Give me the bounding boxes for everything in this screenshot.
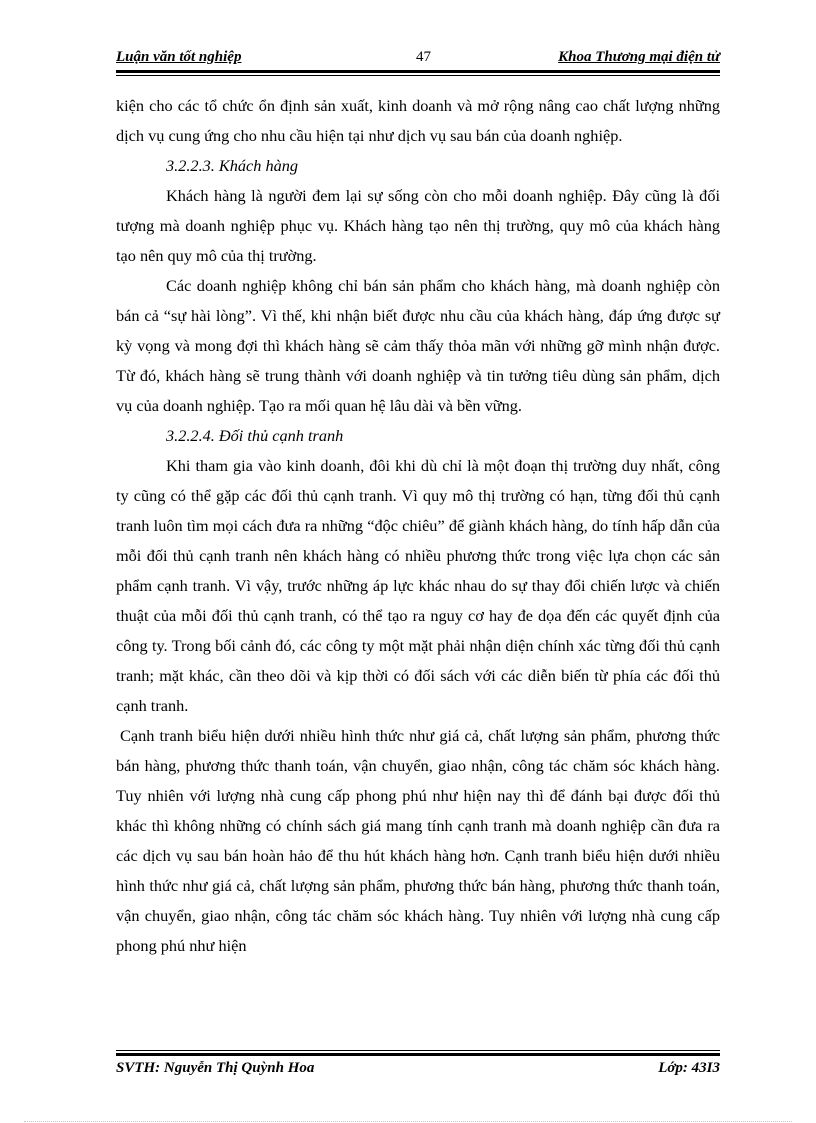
paragraph: kiện cho các tổ chức ổn định sản xuất, kinh doanh và mở rộng nâng cao chất lượng những dịch vụ cung ứng cho nhu cầu hiện tại như dịch vụ sau bán của doanh nghiệp. [116,96,720,145]
footer-student-name: SVTH: Nguyễn Thị Quỳnh Hoa [116,1060,315,1076]
footer-rule-thick [116,1053,720,1056]
page-body [116,91,720,961]
paragraph: Khách hàng là người đem lại sự sống còn cho mỗi doanh nghiệp. Đây cũng là đối tượng mà doanh nghiệp phục vụ. Khách hàng tạo nên thị trường, quy mô của khách hàng tạo nên quy mô của thị trường. [116,186,720,265]
page-footer [116,1060,720,1082]
footer-class: Lớp: 43I3 [658,1060,720,1076]
section-heading-khach-hang: 3.2.2.3. Khách hàng [166,156,299,175]
paragraph: Khi tham gia vào kinh doanh, đôi khi dù chỉ là một đoạn thị trường duy nhất, công ty cũng có thể gặp các đối thủ cạnh tranh. Vì quy mô thị trường có hạn, từng đối thủ cạnh tranh luôn tìm mọi cách đưa ra những “độc chiêu” để giành khách hàng, do tính hấp dẫn của mỗi đối thủ cạnh tranh nên khách hàng có nhiều phương thức trong việc lựa chọn các sản phẩm cạnh tranh. Vì vậy, trước những áp lực khác nhau do sự thay đổi chiến lược và chiến thuật của mỗi đối thủ cạnh tranh, có thể tạo ra nguy cơ hay đe dọa đến các quyết định của công ty. Trong bối cảnh đó, các công ty một mặt phải nhận diện chính xác từng đối thủ cạnh tranh; mặt khác, cần theo dõi và kịp thời có đối sách với các diễn biến từ phía các đối thủ cạnh tranh. [116,456,720,715]
page-header [116,47,720,67]
header-rule-thin [116,75,720,76]
header-faculty: Khoa Thương mại điện tử [558,49,720,65]
section-heading-doi-thu-canh-tranh: 3.2.2.4. Đối thủ cạnh tranh [166,426,344,445]
footer-rule-thin [116,1050,720,1051]
header-rule-thick [116,70,720,73]
page-bottom-dotted-border [24,1121,792,1122]
page-number: 47 [416,49,431,65]
paragraph: Cạnh tranh biểu hiện dưới nhiều hình thức như giá cả, chất lượng sản phẩm, phương thức bán hàng, phương thức thanh toán, vận chuyển, giao nhận, công tác chăm sóc khách hàng. Tuy nhiên với lượng nhà cung cấp phong phú như hiện nay thì để đánh bại được đối thủ khác thì không những có chính sách giá mang tính cạnh tranh mà doanh nghiệp cần đưa ra các dịch vụ sau bán hoàn hảo để thu hút khách hàng hơn. Cạnh tranh biểu hiện dưới nhiều hình thức như giá cả, chất lượng sản phẩm, phương thức bán hàng, phương thức thanh toán, vận chuyển, giao nhận, công tác chăm sóc khách hàng. Tuy nhiên với lượng nhà cung cấp phong phú như hiện [116,726,720,955]
header-thesis-title: Luận văn tốt nghiệp [116,49,242,65]
paragraph: Các doanh nghiệp không chỉ bán sản phẩm cho khách hàng, mà doanh nghiệp còn bán cả “sự hài lòng”. Vì thế, khi nhận biết được nhu cầu của khách hàng, đáp ứng được sự kỳ vọng và mong đợi thì khách hàng sẽ cảm thấy thỏa mãn với những gỡ mình nhận được. Từ đó, khách hàng sẽ trung thành với doanh nghiệp và tin tưởng tiêu dùng sản phẩm, dịch vụ của doanh nghiệp. Tạo ra mối quan hệ lâu dài và bền vững. [116,276,720,415]
